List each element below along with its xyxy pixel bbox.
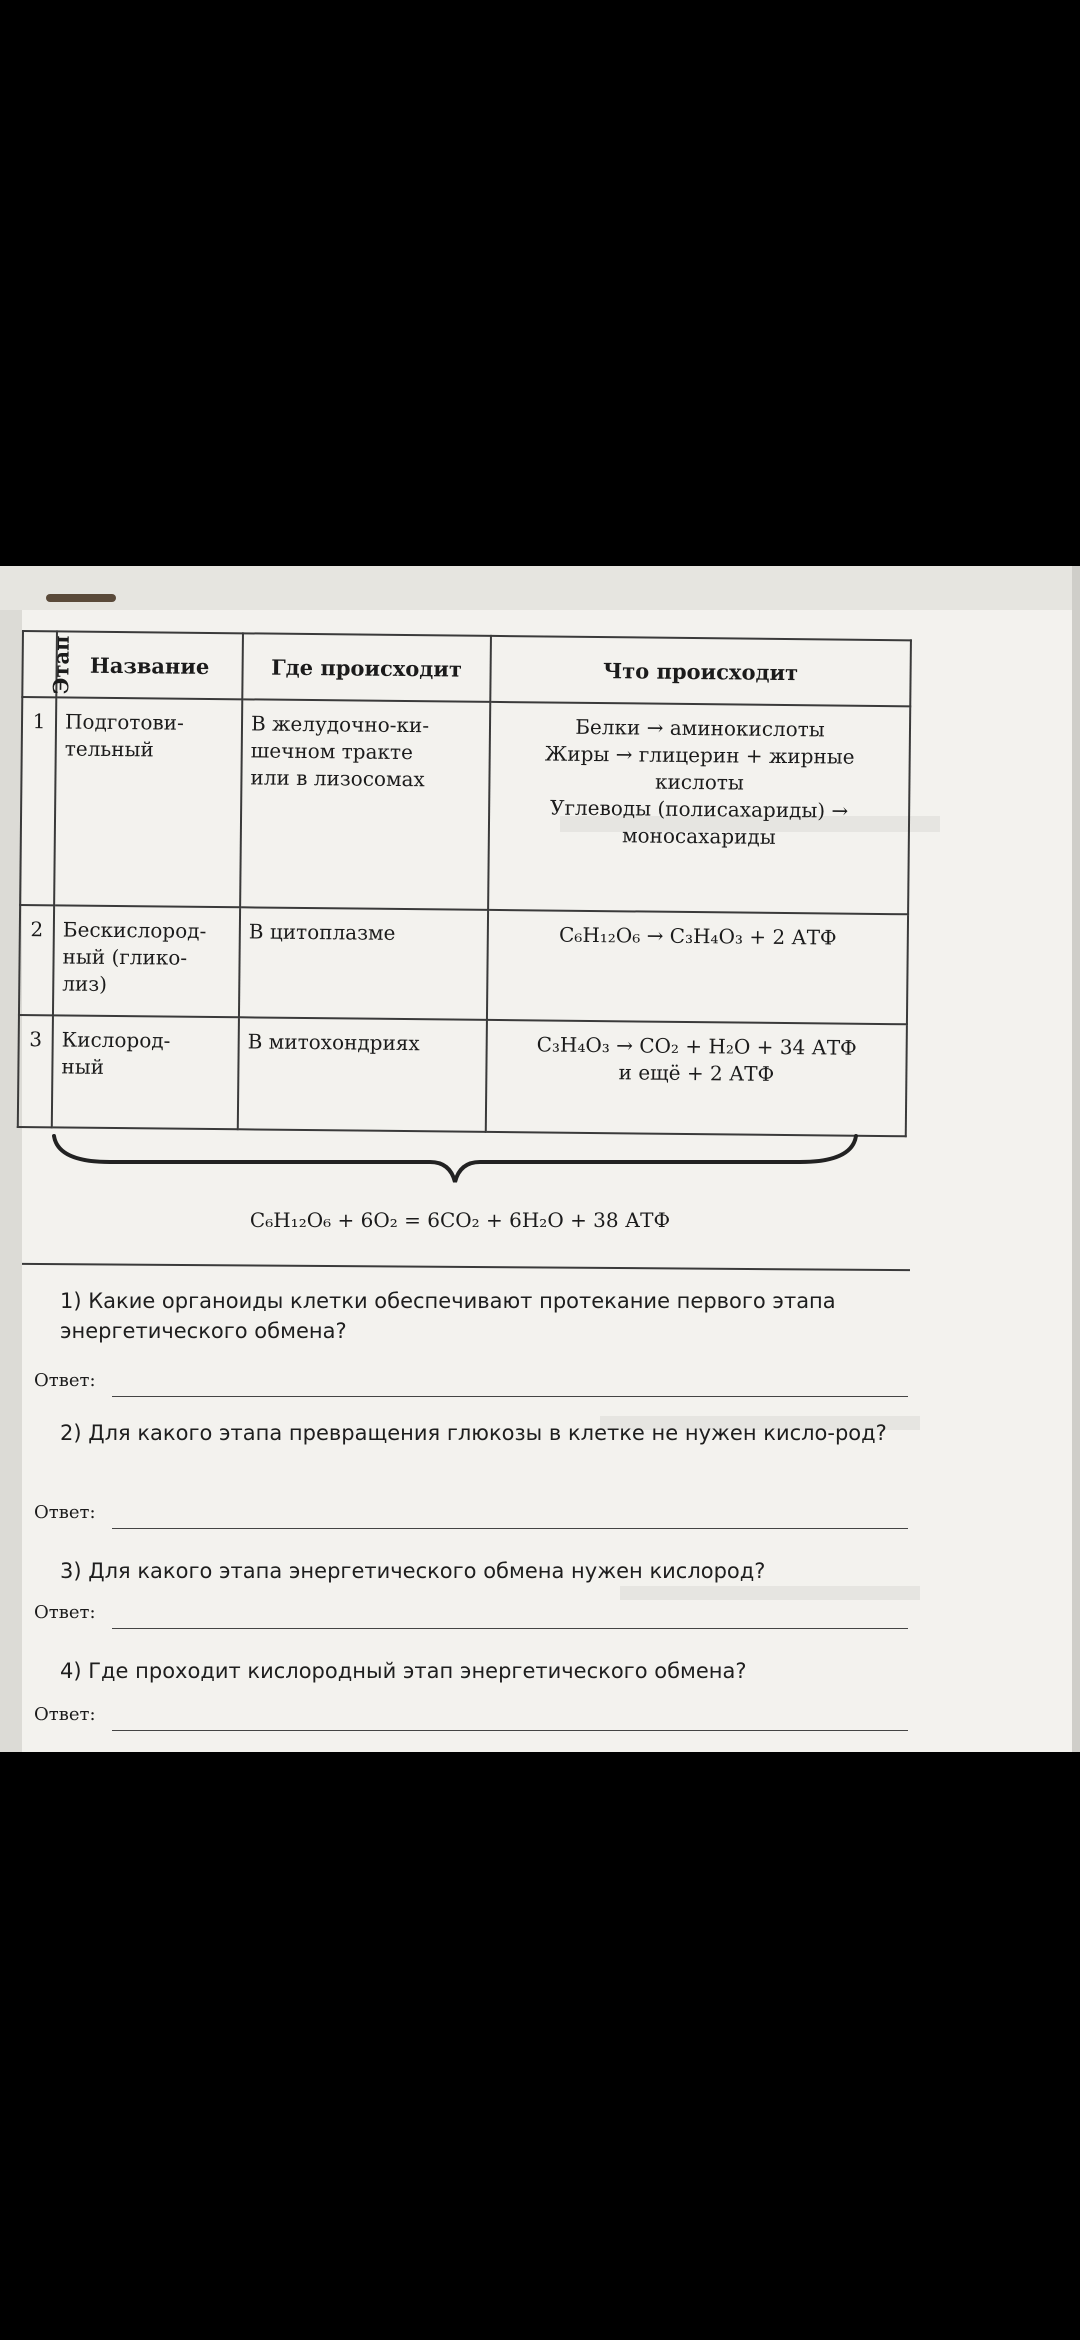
stage-name: Подготови- тельный (54, 697, 242, 907)
stage-name: Кислород- ный (52, 1015, 239, 1129)
header-name: Название (56, 631, 243, 699)
energy-metabolism-table (17, 630, 912, 1137)
header-what: Что происходит (490, 636, 911, 706)
answer-line-1[interactable] (112, 1396, 908, 1397)
stage-location: В цитоплазме (239, 907, 488, 1020)
page-top-strip (0, 566, 1080, 610)
answer-label-3: Ответ: (34, 1602, 96, 1623)
question-2: 2) Для какого этапа превращения глюкозы в клетке не нужен кисло-род? (60, 1421, 887, 1445)
question-3: 3) Для какого этапа энергетического обмена нужен кислород? (60, 1559, 766, 1583)
stage-name: Бескислород- ный (глико- лиз) (53, 905, 240, 1017)
answer-label-1: Ответ: (34, 1370, 96, 1391)
answer-line-4[interactable] (112, 1730, 908, 1731)
answer-line-3[interactable] (112, 1628, 908, 1629)
header-where: Где происходит (242, 633, 491, 702)
stage-process: C₃H₄O₃ → CO₂ + H₂O + 34 АТФ и ещё + 2 АТФ (486, 1020, 907, 1136)
stage-location: В желудочно-ки- шечном тракте или в лизосомах (240, 699, 490, 910)
header-stage: Этап (22, 631, 57, 697)
answer-label-2: Ответ: (34, 1502, 96, 1523)
answer-line-2[interactable] (112, 1528, 908, 1529)
table-header-row (22, 631, 911, 706)
page-left-edge (0, 610, 22, 1752)
summary-formula: C₆H₁₂O₆ + 6O₂ = 6CO₂ + 6H₂O + 38 АТФ (249, 1208, 671, 1232)
stage-process: Белки → аминокислоты Жиры → глицерин + жирные кислоты Углеводы (полисахариды) → моносахариды (488, 702, 910, 914)
stage-number: 3 (18, 1015, 53, 1127)
stage-number: 1 (20, 697, 56, 905)
stage-process: C₆H₁₂O₆ → C₃H₄O₃ + 2 АТФ (487, 910, 908, 1024)
stage-number: 2 (19, 905, 54, 1015)
question-4: 4) Где проходит кислородный этап энергетического обмена? (60, 1659, 747, 1683)
answer-label-4: Ответ: (34, 1704, 96, 1725)
table-row (19, 905, 908, 1024)
curly-brace (50, 1132, 860, 1186)
bookmark-tab (46, 594, 116, 602)
table-row (18, 1015, 907, 1136)
stage-location: В митохондриях (238, 1017, 487, 1132)
table-row (20, 697, 910, 914)
question-1: 1) Какие органоиды клетки обеспечивают протекание первого этапа энергетического обмена? (60, 1289, 836, 1343)
bleed-through-text (620, 1586, 920, 1600)
page-right-edge (1072, 566, 1080, 1752)
